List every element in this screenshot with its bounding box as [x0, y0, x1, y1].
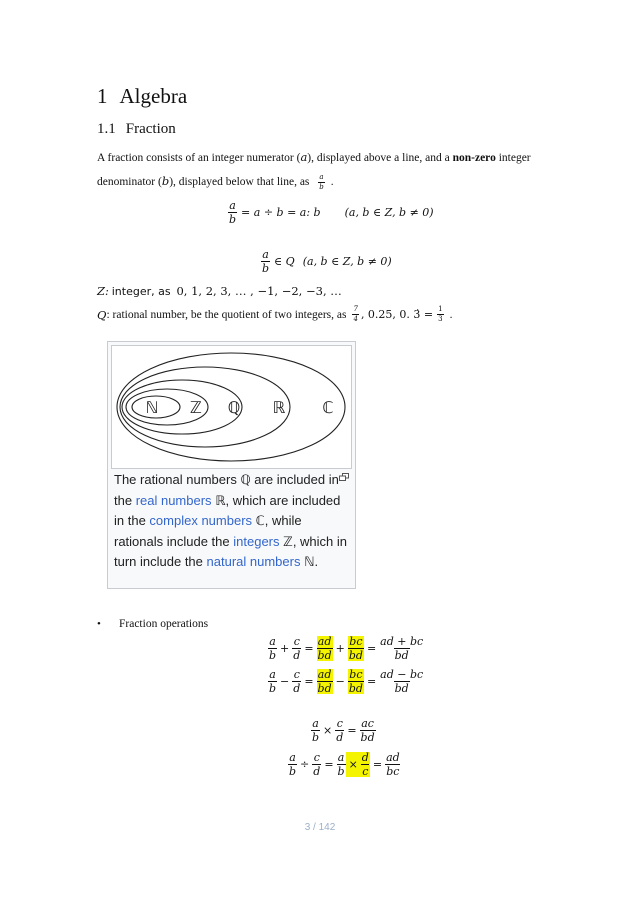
section-number: 1.1 [97, 121, 116, 137]
rational-line: Q : rational number, be the quotient of two integers, as $\frac{7}{4}$ , 0.25, 0. 3̇ = $\frac{1}{3}$ . [97, 305, 453, 323]
addition-formula: $\frac{a}{b}$ + $\frac{c}{d}$ = $\frac{ad}{bd}$ + $\frac{bc}{bd}$ = $\frac{ad + bc}{bd}$ [269, 635, 424, 662]
rational-membership-formula: $\frac{a}{b}$ ∈ Q (a, b ∈ Z, b ≠ 0) [262, 248, 392, 275]
intro-line-2: denominator (b), displayed below that line, as $\frac{a}{b}$ . [97, 173, 334, 191]
division-formula: $\frac{a}{b}$ ÷ $\frac{c}{d}$ = $\frac{a}{b}$ × $\frac{d}{c}$ = $\frac{ad}{bc}$ [289, 751, 400, 778]
label-Z: ℤ [190, 398, 202, 417]
number-sets-figure [107, 341, 356, 589]
integer-line: Z: integer, as 0, 1, 2, 3, … , −1, −2, −3, … [97, 284, 342, 298]
highlighted-term: $\frac{ad}{bd}$ [317, 668, 332, 695]
bold-non-zero: non-zero [452, 152, 496, 164]
link-real-numbers[interactable]: real numbers [135, 492, 212, 508]
highlighted-term: $\frac{bc}{bd}$ [348, 635, 363, 662]
nested-sets-diagram[interactable] [111, 345, 352, 469]
page-number: 3 / 142 [304, 822, 336, 833]
bullet-marker: • [97, 618, 101, 630]
intro-line-1: A fraction consists of an integer numerator (a), displayed above a line, and a non-zero integer [97, 150, 531, 164]
section-title: Fraction [125, 121, 176, 137]
chapter-heading [97, 84, 187, 109]
link-natural-numbers[interactable]: natural numbers [206, 554, 301, 569]
section-heading [97, 121, 176, 138]
highlighted-term: $\frac{bc}{bd}$ [348, 668, 363, 695]
highlighted-term: $\frac{ad}{bd}$ [317, 635, 332, 662]
inline-fraction: $\frac{a}{b}$ [319, 173, 324, 191]
label-Q: ℚ [227, 398, 241, 417]
label-N: ℕ [145, 398, 159, 417]
label-C: ℂ [322, 398, 334, 417]
highlighted-reciprocal: × $\frac{d}{c}$ [346, 752, 370, 777]
fraction-definition-formula: $\frac{a}{b}$ = a ÷ b = a: b (a, b ∈ Z, b ≠ 0) [229, 199, 434, 226]
label-R: ℝ [272, 398, 286, 417]
chapter-title: Algebra [119, 84, 188, 108]
set-rational-ellipse [122, 380, 242, 434]
link-integers[interactable]: integers [233, 533, 280, 549]
figure-caption: The rational numbers ℚ are included in the real numbers ℝ, which are included in the complex numbers ℂ, while rationals include the integers ℤ, which in turn include the natural numbers ℕ. [114, 472, 348, 570]
multiplication-formula: $\frac{a}{b}$ × $\frac{c}{d}$ = $\frac{ac}{bd}$ [312, 717, 375, 744]
chapter-number: 1 [97, 84, 108, 108]
link-complex-numbers[interactable]: complex numbers [149, 513, 253, 528]
euler-diagram [112, 346, 351, 468]
bullet-label: Fraction operations [119, 618, 209, 630]
subtraction-formula: $\frac{a}{b}$ − $\frac{c}{d}$ = $\frac{ad}{bd}$ − $\frac{bc}{bd}$ = $\frac{ad - bc}{bd}$ [269, 668, 424, 695]
